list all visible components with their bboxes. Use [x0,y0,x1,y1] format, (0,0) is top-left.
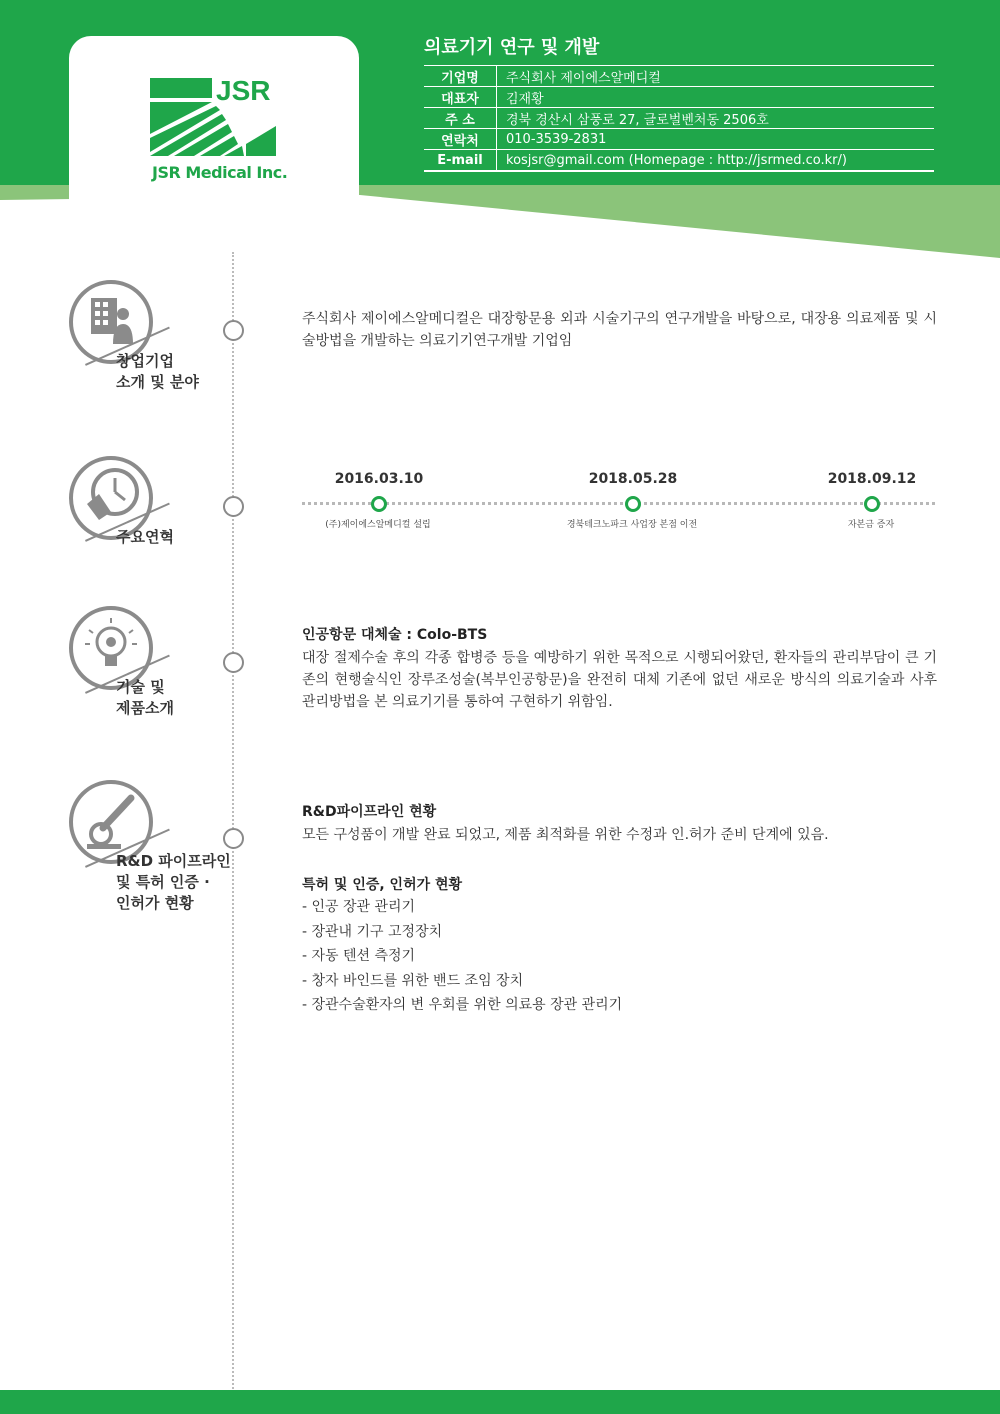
timeline-dot [864,496,880,512]
timeline-dot [625,496,641,512]
timeline-date: 2018.05.28 [588,471,678,487]
section-node [223,496,244,517]
section-label-history [116,527,174,548]
info-row [424,150,934,172]
list-item: - 장관내 기구 고정장치 [302,923,443,940]
intro-text: 주식회사 제이에스알메디컬은 대장항문용 외과 시술기구의 연구개발을 바탕으로, 대장용 의료제품 및 시술방법을 개발하는 의료기기연구개발 기업임 [302,311,937,349]
section-label-tech [116,677,174,719]
section-label-line: 제품소개 [116,699,174,717]
section-label-line: 기술 및 [116,678,165,696]
list-item: - 창자 바인드를 위한 밴드 조임 장치 [302,972,524,989]
section-label-rnd [116,851,231,914]
timeline-dot [371,496,387,512]
info-key: 주 소 [424,108,497,129]
patent-heading: 특허 및 인증, 인허가 현황 [302,877,463,893]
timeline-date: 2016.03.10 [334,471,424,487]
patent-list [302,895,622,1018]
logo-company-name: JSR Medical Inc. [152,163,288,182]
section-label-line: 주요연혁 [116,528,174,546]
section-node [223,320,244,341]
rnd-heading: R&D파이프라인 현황 [302,804,437,820]
info-row [424,87,934,108]
info-key: E-mail [424,150,497,172]
list-item: - 인공 장관 관리기 [302,899,416,915]
info-value: kosjsr@gmail.com (Homepage : http://jsrmed.co.kr/) [506,152,847,168]
info-row [424,129,934,150]
section-divider-line [232,252,234,1392]
timeline-event: (주)제이에스알메디컬 설립 [325,520,431,530]
info-row [424,108,934,129]
timeline-event: 자본금 증자 [847,520,895,530]
tech-heading: 인공항문 대체술 : Colo-BTS [302,627,488,643]
info-value: 주식회사 제이에스알메디컬 [506,70,661,86]
info-key: 기업명 [424,66,497,87]
page-title: 의료기기 연구 및 개발 [424,37,600,58]
list-item: - 자동 텐션 측정기 [302,948,416,964]
info-row [424,66,934,87]
section-node [223,652,244,673]
section-label-line: 및 특허 인증 · [116,873,210,891]
rnd-text: 모든 구성품이 개발 완료 되었고, 제품 최적화를 위한 수정과 인.허가 준비 단계에 있음. [302,827,829,843]
list-item: - 장관수술환자의 변 우회를 위한 의료용 장관 관리기 [302,997,623,1013]
footer-bar [0,1390,1000,1414]
section-label-line: 소개 및 분야 [116,373,199,391]
info-key: 연락처 [424,129,497,150]
timeline-event: 경북테크노파크 사업장 본점 이전 [566,520,698,530]
section-node [223,828,244,849]
info-key: 대표자 [424,87,497,108]
section-label-line: 창업기업 [116,352,174,370]
company-info-table [424,65,934,172]
info-value: 010-3539-2831 [506,131,607,147]
section-label-line: 인허가 현황 [116,894,194,912]
logo-mark-text: JSR [216,75,271,106]
info-value: 김재황 [506,91,544,107]
timeline-date: 2018.09.12 [827,471,917,487]
section-label-intro [116,351,199,393]
timeline-line [302,502,935,505]
tech-text: 대장 절제수술 후의 각종 합병증 등을 예방하기 위한 목적으로 시행되어왔던, 환자들의 관리부담이 큰 기존의 현행술식인 장루조성술(복부인공항문)을 완전히 대체 기존에 없던 새로운 방식의 의료기술과 사후 관리방법을 본 의료기기를 통하여 구현하기 위함임. [302,650,937,710]
info-value: 경북 경산시 삼풍로 27, 글로벌벤처동 2506호 [506,112,769,128]
section-label-line: R&D 파이프라인 [116,852,231,870]
